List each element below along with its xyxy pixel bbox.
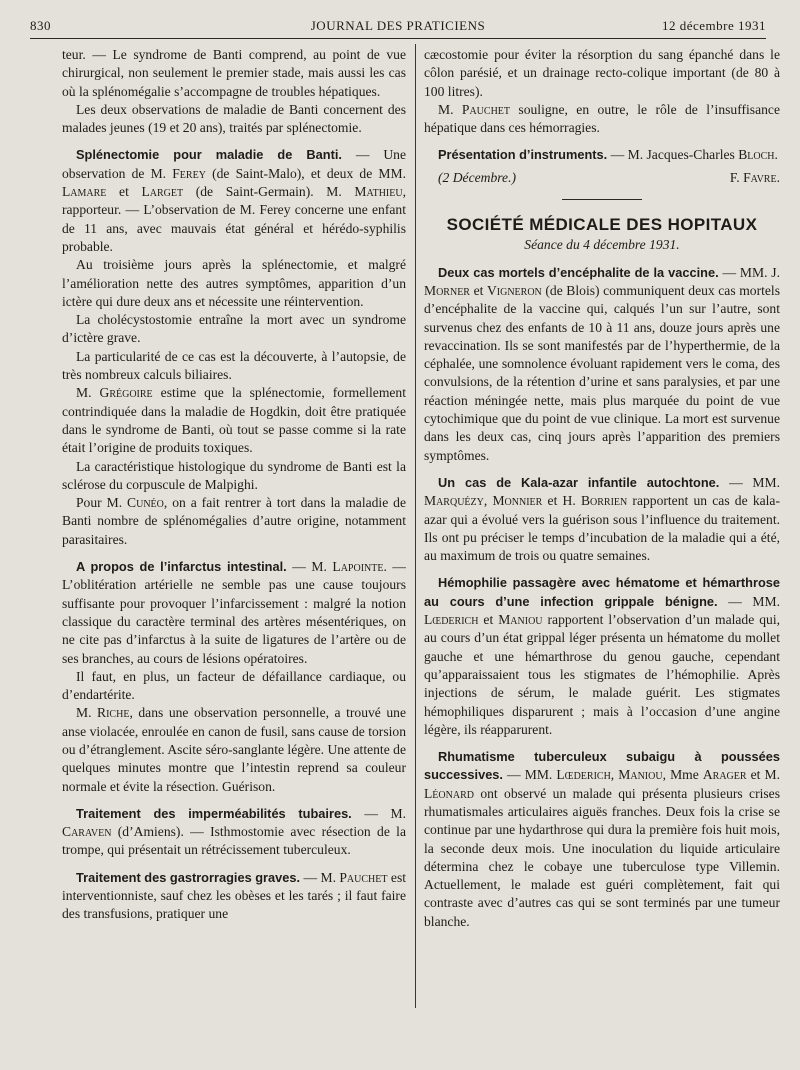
text: , dans une observation personnelle, a trouvé une anse violacée, enroulée en canon de fusil, sans cause de torsion ou d’étranglement. Ascite séro-sanglante légère. Une attente de quelques minutes montre que l’intestin reprend sa couleur normale et évite la résection. Guérison. [62,705,406,794]
text: — M. [300,869,340,885]
author-name: Arager [702,767,747,783]
section-kala-azar [424,474,780,565]
text: — M. [351,805,406,821]
text: . — L’oblitération artérielle ne semble pas une cause toujours suffisante pour provoquer l’infarcissement : malgré la notion classique du caractère terminal des artères mésentériques, on ne cite pas d’infarctus à la suite de ligatures de l’artère ou de ses branches, au cours de lésions opératoires. [62,559,406,666]
section-vaccine-encephalitis [424,264,780,465]
left-column [62,46,406,1012]
report-author: F. Favre. [729,169,780,185]
text: . [774,147,778,163]
author-name: Pauchet [461,101,511,117]
text: — M. [286,559,333,575]
author-name: Borrien [580,493,628,509]
paragraph: La caractéristique histologique du syndrome de Banti est la sclérose du corpuscule de Malpighi. [62,458,406,492]
paragraph: teur. — Le syndrome de Banti comprend, au point de vue chirurgical, non seulement le premier stade, mais aussi les cas où la splénomégalie s’accompagne de troubles hépatiques. [62,47,406,99]
section-title: A propos de l’infarctus intestinal. [76,559,287,575]
journal-title: JOURNAL DES PRATICIENS [310,18,486,33]
paragraph: La cholécystostomie entraîne la mort avec un syndrome d’ictère grave. [62,312,406,346]
society-heading: SOCIÉTÉ MÉDICALE DES HOPITAUX [446,215,758,235]
text: — MM. [719,474,780,490]
section-title: Hémophilie passagère avec hématome et hémarthrose au cours d’une infection grippale bénigne. [424,575,780,609]
text: , Mme [662,767,703,783]
author-name: Morner [424,282,470,298]
paragraph: Les deux observations de maladie de Banti concernent des malades jeunes (19 et 20 ans), traités par splénectomie. [62,101,406,136]
paragraph: Il faut, en plus, un facteur de défaillance cardiaque, ou d’endartérite. [62,668,406,703]
section-tubal-impermeability [62,805,406,860]
section-title: Traitement des gastrorragies graves. [76,869,301,885]
text: — MM. [717,593,780,609]
author-name: Monnier [492,493,543,509]
text: et [106,184,142,200]
text: et [469,282,487,298]
text: , on a fait rentrer à tort dans la maladie de Banti nombre de splénomégalies d’autre origine, notamment parasitaires. [62,495,406,547]
author-name: Vigneron [486,282,542,298]
text: — Une observation de M. [62,147,406,181]
text: (de Saint-Malo), et deux de MM. [205,165,406,181]
text: , rapporteur. — L’observation de M. Ferey concerne une enfant de 11 ans, avec mauvais état général et hérédo-syphilis probable. [62,184,406,254]
author-name: Léonard [424,785,474,801]
author-name: Riche [97,705,130,721]
text: rapportent un cas de kala-azar qui a évolué vers la guérison sous l’influence du traitement. Ils ont pu préciser le temps d’incubation de la maladie qui a été, au maximum de trois ou quatre semaines. [424,493,780,564]
text: ont observé un malade qui présenta plusieurs crises rhumatismales articulaires aiguës franches. Deux fois la crise se continue par une hydarthrose qui dura la première fois huit mois, la seconde deux mois. Une inoculation du liquide articulaire détermina chez le cobaye une tuberculose type Villemin. Actuellement, le malade est guéri complètement, fait qui contraste avec d’autres cas qui se sont terminés par une tumeur blanche. [424,785,780,929]
text: , [610,767,619,783]
author-name: Mathieu [354,184,403,200]
text: — MM. J. [718,264,780,280]
author-name: Lamare [62,184,107,200]
text: souligne, en outre, le rôle de l’insuffisance hépatique dans ces hémorragies. [424,101,780,136]
text: estime que la splénectomie, formellement contrindiquée dans la maladie de Hogdkin, doit être pratiquée dans le syndrome de Banti, où tout se passe comme si la rate était l’origine de produits toxiques. [62,385,406,456]
section-title: Deux cas mortels d’encéphalite de la vaccine. [438,264,719,280]
section-title: Splénectomie pour maladie de Banti. [76,147,342,163]
author-name: Pauchet [339,869,388,885]
section-title: Rhumatisme tuberculeux subaigu à poussées successives. [424,749,780,783]
paragraph [62,704,406,795]
author-name: Lapointe [332,559,384,575]
author-name: M. Grégoire [76,385,153,401]
text: M. [76,705,98,721]
text: Pour M. [76,495,128,511]
author-name: Lœderich [556,767,611,783]
right-column [424,46,780,1012]
text: (de Saint-Germain). M. [183,184,355,200]
text: et [478,612,499,628]
issue-date: 12 décembre 1931 [661,18,766,33]
section-divider [562,199,642,200]
paragraph: Au troisième jours après la splénectomie, et malgré l’amélioration nette des autres symptômes, apparition d’un ictère qui dure deux ans et nécessite une réintervention. [62,257,406,309]
text: — M. Jacques-Charles [607,147,739,163]
text: — MM. [502,767,557,783]
paragraph [424,101,780,138]
text: rapportent l’observation d’un malade qui, au cours d’un état grippal léger présenta un hématome du mollet gauche et une hémarthrose du genou gauche, cependant qu’apparaissaient tous les stigmates de l’hémophilie. Après injections de sérum, le malade guérit. Les stigmates hémophiliques disparurent ; mais à l’occasion d’une angine légère, ils réapparurent. [424,612,780,737]
section-hemophilia [424,574,780,739]
section-instruments [424,146,780,164]
column-divider [415,44,416,1008]
text: (d’Amiens). — Isthmostomie avec résection de la trompe, qui présentait un rétrécissement tuberculeux. [62,824,406,858]
section-intestinal-infarct [62,558,406,668]
author-name: Maniou [618,767,663,783]
author-name: Marquézy [424,493,484,509]
author-name: Cunéo [127,495,164,511]
author-name: Bloch [738,147,775,163]
report-signature [424,169,780,187]
text: , [483,493,493,509]
text: M. [438,101,462,117]
paragraph: cæcostomie pour éviter la résorption du sang épanché dans le côlon parésié, et un drainage recto-colique important (de 80 à 100 litres). [424,47,780,99]
session-date: Séance du 4 décembre 1931. [524,237,680,253]
author-name: Lœderich [424,612,479,628]
section-tuberculous-rheumatism [424,748,780,931]
page-number: 830 [30,18,51,33]
section-banti-splenectomy [62,146,406,256]
text: (de Blois) communiquent deux cas mortels d’encéphalite de la vaccine qui, calqués l’un sur l’autre, sont survenus chez des enfants de 10 à 11 ans, douze jours après une revaccination. Ils se sont manifestés par de l’hyperthermie, de la céphalée, une somnolence évoluant rapidement vers le coma, des convulsions, de la rétention d’urine et sans paralysies, et par une réaction méningée nette, mais plus marquée du point de vue cytochimique que du point de vue clinique. La mort est survenue dans les deux cas, cinq jours après l’apparition des premiers symptômes. [424,282,780,463]
section-title: Présentation d’instruments. [438,147,608,163]
paragraph [62,494,406,549]
author-name: Ferey [172,165,206,181]
report-date: (2 Décembre.) [438,169,516,185]
paragraph [62,384,406,457]
author-name: Larget [141,184,184,200]
section-gastrorrhagia [62,869,406,924]
paragraph: La particularité de ce cas est la découverte, à l’autopsie, de très nombreux calculs biliaires. [62,348,406,383]
text: et H. [542,493,581,509]
author-name: Maniou [498,612,543,628]
running-header [30,16,766,39]
section-title: Un cas de Kala-azar infantile autochtone. [438,474,720,490]
author-name: Caraven [62,824,112,840]
text: et M. [746,767,780,783]
section-title: Traitement des imperméabilités tubaires. [76,805,352,821]
text: est interventionniste, sauf chez les obèses et les tarés ; il faut faire des transfusions, pratiquer une [62,869,406,922]
